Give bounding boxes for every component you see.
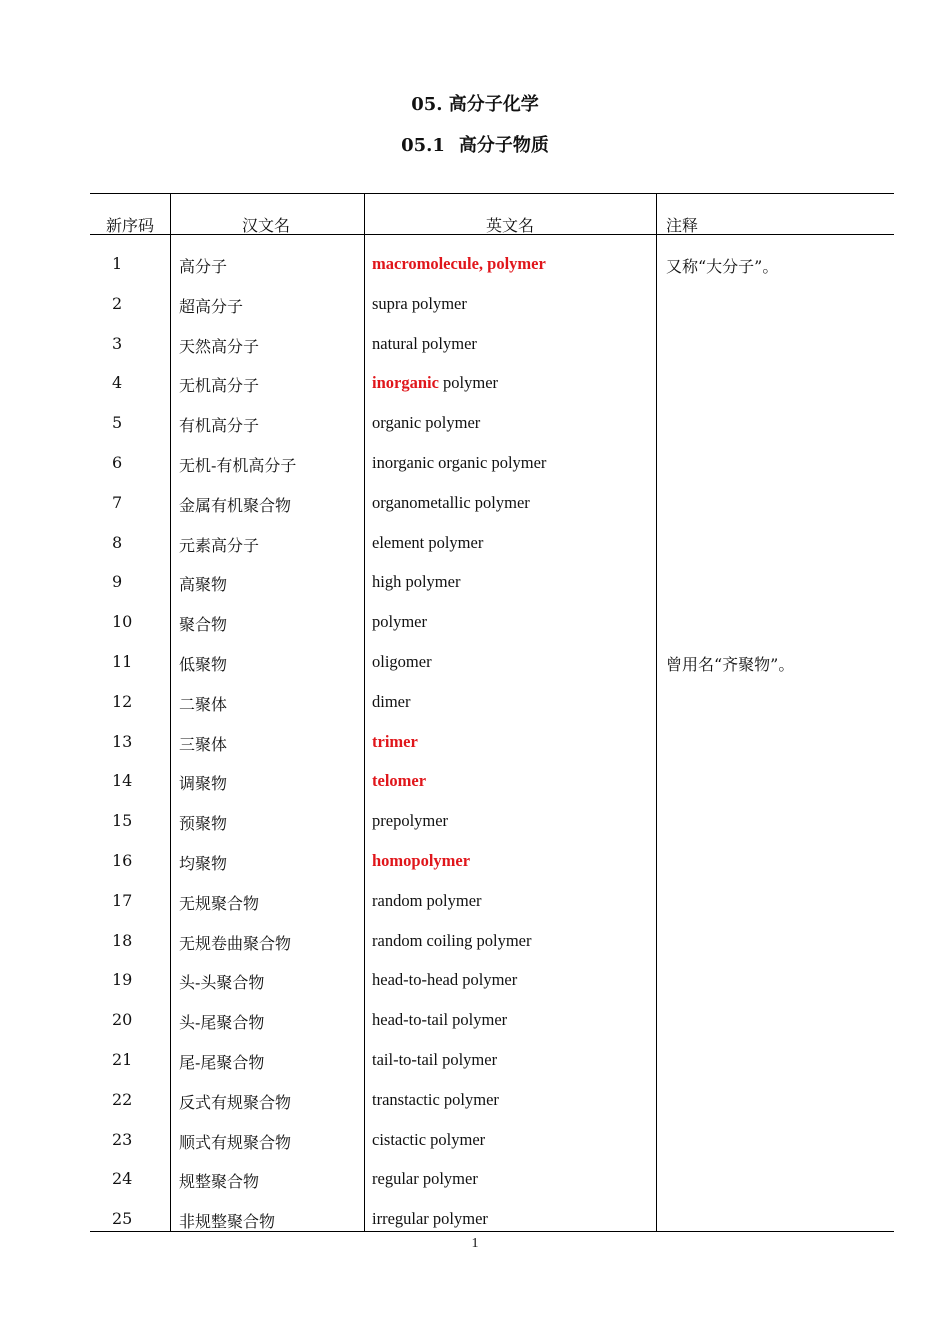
header-english-name: 英文名 [486, 216, 535, 235]
english-term-highlighted: macromolecule, polymer [372, 254, 546, 273]
row-num: 16 [112, 851, 133, 870]
row-english-name [372, 254, 546, 274]
english-term: regular polymer [372, 1169, 478, 1189]
row-chinese-name: 调聚物 [179, 774, 228, 794]
english-term: prepolymer [372, 811, 449, 831]
row-english-name [372, 1090, 499, 1110]
row-english-name [372, 732, 418, 752]
table-row [90, 1010, 894, 1034]
table-row [90, 1209, 894, 1233]
table-row [90, 612, 894, 636]
row-english-name [372, 413, 480, 433]
row-english-name [372, 970, 517, 990]
table-row [90, 891, 894, 915]
row-english-name [372, 851, 470, 871]
page-title: 05. 高分子化学 [411, 94, 539, 115]
table-row [90, 413, 894, 437]
header-chinese-name: 汉文名 [242, 216, 291, 235]
row-num: 15 [112, 811, 133, 831]
table-row [90, 533, 894, 557]
table-row [90, 373, 894, 397]
row-chinese-name: 高分子 [179, 257, 228, 276]
english-term: element polymer [372, 532, 484, 552]
row-english-name [372, 373, 498, 393]
row-english-name [372, 572, 460, 592]
row-num: 14 [112, 771, 133, 791]
row-english-name [372, 811, 448, 831]
english-term: head-to-tail polymer [372, 1010, 508, 1030]
table-row [90, 692, 894, 716]
row-chinese-name: 尾-尾聚合物 [179, 1053, 265, 1072]
table-row [90, 294, 894, 318]
english-term: random coiling polymer [372, 930, 532, 950]
row-num: 5 [112, 413, 123, 433]
table-row [90, 493, 894, 517]
row-chinese-name: 无机高分子 [179, 376, 260, 396]
row-chinese-name: 规整聚合物 [179, 1172, 260, 1192]
english-term-highlighted: inorganic [372, 373, 439, 393]
row-english-name [372, 334, 477, 354]
row-english-name [372, 891, 482, 911]
row-num: 8 [112, 532, 123, 552]
row-english-name [372, 612, 427, 632]
row-num: 11 [112, 652, 133, 671]
english-term: transtactic polymer [372, 1089, 499, 1109]
section-title [0, 131, 950, 157]
row-num: 12 [112, 691, 133, 711]
row-num: 20 [112, 1010, 133, 1030]
row-chinese-name: 三聚体 [179, 734, 228, 754]
table-row [90, 732, 894, 756]
table-row [90, 771, 894, 795]
row-chinese-name: 顺式有规聚合物 [179, 1132, 292, 1152]
row-english-name [372, 1209, 488, 1229]
page-number: 1 [471, 1236, 479, 1251]
row-english-name [372, 294, 467, 314]
table-row [90, 931, 894, 955]
row-chinese-name: 头-尾聚合物 [179, 1013, 265, 1033]
row-english-name [372, 771, 426, 791]
row-chinese-name: 无规卷曲聚合物 [179, 933, 292, 953]
row-english-name [372, 1010, 507, 1030]
row-num: 21 [112, 1050, 133, 1069]
row-english-name [372, 652, 432, 672]
row-english-name [372, 493, 530, 513]
row-num: 1 [112, 254, 123, 273]
row-chinese-name: 头-头聚合物 [179, 973, 265, 993]
table-row [90, 970, 894, 994]
table-row [90, 652, 894, 676]
row-english-name [372, 453, 546, 473]
row-num: 7 [112, 492, 123, 512]
english-term-highlighted: homopolymer [372, 851, 471, 870]
row-num: 9 [112, 572, 123, 592]
row-chinese-name: 聚合物 [179, 615, 228, 635]
row-chinese-name: 金属有机聚合物 [179, 495, 292, 515]
english-term: organometallic polymer [372, 492, 530, 512]
row-chinese-name: 元素高分子 [179, 535, 260, 555]
row-chinese-name: 非规整聚合物 [179, 1212, 276, 1232]
section-code: 05.1 [401, 135, 445, 156]
row-note: 曾用名“齐聚物”。 [666, 655, 795, 674]
english-term: dimer [372, 691, 411, 711]
english-term: random polymer [372, 890, 482, 910]
table-row [90, 1050, 894, 1074]
row-chinese-name: 二聚体 [179, 694, 228, 714]
english-term-highlighted: trimer [372, 731, 418, 751]
row-chinese-name: 预聚物 [179, 814, 228, 834]
english-term: natural polymer [372, 333, 477, 353]
table-row [90, 572, 894, 596]
table-row [90, 1090, 894, 1114]
row-num: 22 [112, 1089, 133, 1109]
row-english-name [372, 931, 531, 951]
row-chinese-name: 低聚物 [179, 655, 228, 674]
table-row [90, 334, 894, 358]
row-chinese-name: 超高分子 [179, 296, 244, 316]
english-term: inorganic organic polymer [372, 453, 547, 472]
english-term: polymer [372, 612, 427, 632]
section-name: 高分子物质 [458, 135, 549, 156]
row-num: 19 [112, 970, 133, 990]
row-num: 3 [112, 333, 123, 353]
table-row [90, 851, 894, 875]
row-num: 24 [112, 1169, 133, 1189]
row-num: 25 [112, 1209, 133, 1229]
row-num: 13 [112, 731, 133, 751]
english-term: organic polymer [372, 413, 481, 433]
english-term: high polymer [372, 572, 461, 592]
row-note: 又称“大分子”。 [666, 257, 779, 276]
row-num: 4 [112, 373, 123, 393]
english-term: head-to-head polymer [372, 970, 518, 990]
row-chinese-name: 高聚物 [179, 575, 228, 595]
table-row [90, 453, 894, 477]
english-term: cistactic polymer [372, 1129, 486, 1149]
english-term: supra polymer [372, 293, 467, 313]
table-row [90, 811, 894, 835]
row-num: 10 [112, 612, 133, 632]
header-note: 注释 [666, 216, 699, 235]
row-chinese-name: 无机-有机高分子 [179, 456, 297, 475]
english-term: irregular polymer [372, 1209, 488, 1229]
english-term: polymer [438, 373, 499, 393]
header-num: 新序码 [106, 216, 155, 235]
english-term-highlighted: telomer [372, 771, 427, 791]
row-english-name [372, 1050, 497, 1070]
row-num: 18 [112, 930, 133, 950]
row-num: 23 [112, 1129, 133, 1149]
english-term: tail-to-tail polymer [372, 1050, 498, 1069]
table-row [90, 1169, 894, 1193]
row-english-name [372, 692, 411, 712]
row-num: 6 [112, 453, 123, 472]
row-english-name [372, 533, 483, 553]
row-english-name [372, 1130, 485, 1150]
row-chinese-name: 有机高分子 [179, 416, 260, 436]
row-chinese-name: 天然高分子 [179, 336, 260, 356]
table-row [90, 1130, 894, 1154]
terms-table [90, 193, 894, 1232]
table-top-rule [90, 193, 894, 194]
row-english-name [372, 1169, 478, 1189]
english-term: oligomer [372, 652, 432, 671]
table-row [90, 254, 894, 278]
row-chinese-name: 无规聚合物 [179, 893, 260, 913]
row-num: 2 [112, 293, 123, 313]
row-chinese-name: 均聚物 [179, 854, 228, 873]
row-num: 17 [112, 890, 133, 910]
row-chinese-name: 反式有规聚合物 [179, 1092, 292, 1112]
